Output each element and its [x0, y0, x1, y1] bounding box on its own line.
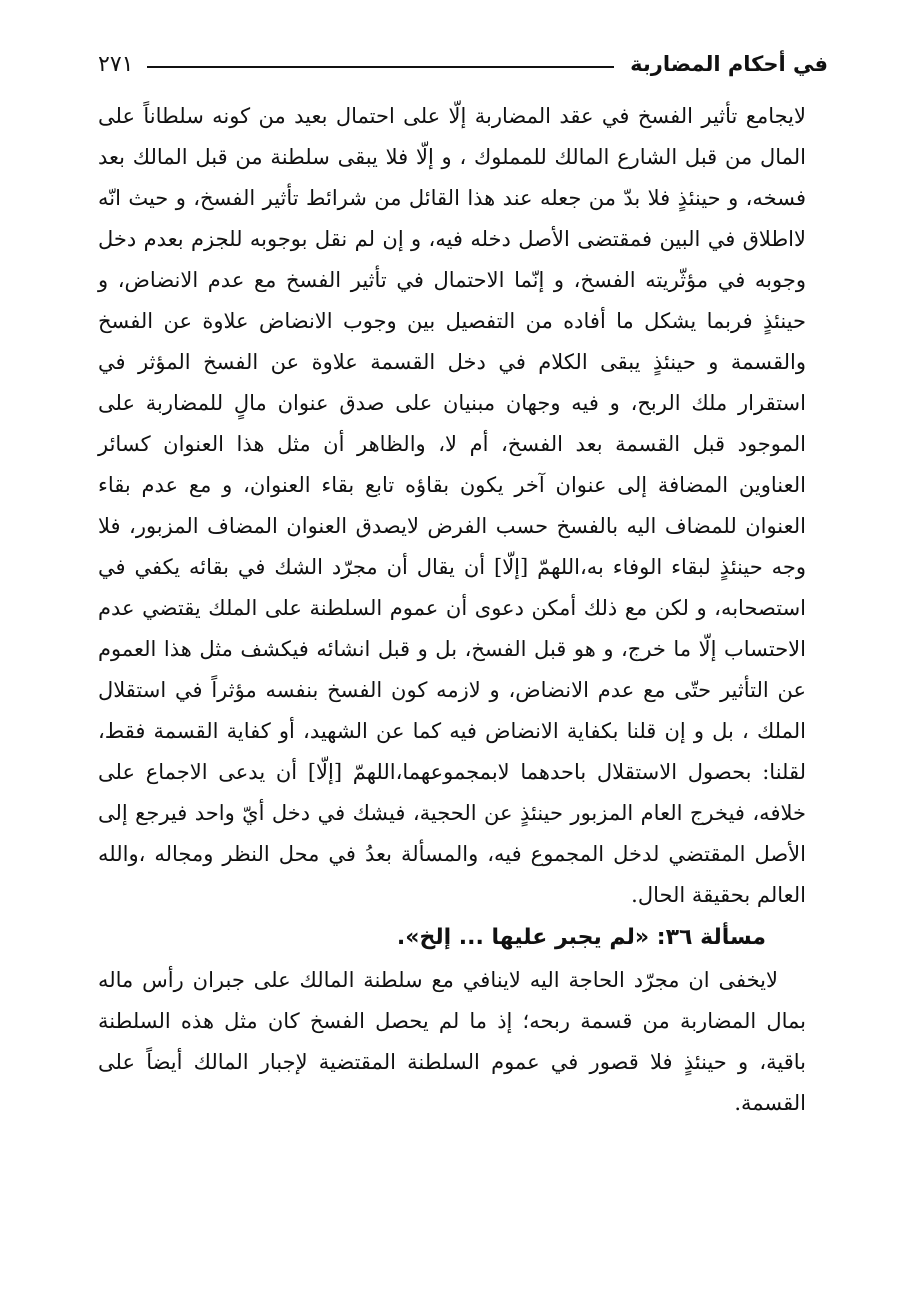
paragraph-2: لايخفى ان مجرّد الحاجة اليه لاينافي مع سلطنة المالك على جبران رأس ماله بمال المضاربة من قسمة ربحه؛ إذ ما لم يحصل الفسخ كان مثل هذه السلطنة باقية، و حينئذٍ فلا قصور في عموم السلطنة المقتضية لإجبار المالك أيضاً على القسمة.: [98, 968, 806, 1115]
issue-heading: مسألة ٣٦: «لم يجبر عليها ... إلخ».: [396, 925, 766, 950]
body-text: [98, 96, 806, 1124]
paragraph-1: لايجامع تأثير الفسخ في عقد المضاربة إلّا على احتمال بعيد من كونه سلطاناً على المال من قبل الشارع المالك للمملوك ، و إلّا فلا يبقى سلطنة من قبل المالك بعد فسخه، و حينئذٍ فلا بدّ من جعله عند هذا القائل من شرائط تأثير الفسخ، و حيث انّه لااطلاق في البين فمقتضى الأصل دخله فيه، و إن لم نقل بوجوبه للجزم بعدم دخل وجوبه في مؤثّريته الفسخ، و إنّما الاحتمال في تأثير الفسخ مع عدم الانضاض، و حينئذٍ فربما يشكل ما أفاده من التفصيل بين وجوب الانضاض علاوة عن الفسخ والقسمة و حينئذٍ يبقى الكلام في دخل القسمة علاوة عن الفسخ المؤثر في استقرار ملك الربح، و فيه وجهان مبنيان على صدق عنوان مالٍ للمضاربة على الموجود قبل القسمة بعد الفسخ، أم لا، والظاهر أن مثل هذا العنوان كسائر العناوين المضافة إلى عنوان آخر يكون بقاؤه تابع بقاء العنوان، و مع عدم بقاء العنوان للمضاف اليه بالفسخ حسب الفرض لايصدق العنوان المضاف المزبور، فلا وجه حينئذٍ لبقاء الوفاء به،اللهمّ [إلّا] أن يقال أن مجرّد الشك في بقائه يكفي في استصحابه، و لكن مع ذلك أمكن دعوى أن عموم السلطنة على الملك يقتضي عدم الاحتساب إلّا ما خرج، و هو قبل الفسخ، بل و قبل انشائه فيكشف مثل هذا العموم عن التأثير حتّى مع عدم الانضاض، و لازمه كون الفسخ بنفسه مؤثراً في استقلال الملك ، بل و إن قلنا بكفاية الانضاض فيه كما عن الشهيد، أو كفاية القسمة فقط، لقلنا: بحصول الاستقلال باحدهما لابمجموعهما،اللهمّ [إلّا] أن يدعى الاجماع على خلافه، فيخرج العام المزبور حينئذٍ عن الحجية، فيشك في دخل أيّ واحد فيرجع إلى الأصل المقتضي لدخل المجموع فيه، والمسألة بعدُ في محل النظر ومجاله ،والله العالم بحقيقة الحال.: [98, 104, 806, 907]
running-title: في أحكام المضاربة: [630, 52, 828, 76]
header-rule: [147, 66, 614, 68]
page-header: [98, 42, 828, 86]
page-number: ٢٧١: [98, 51, 134, 77]
